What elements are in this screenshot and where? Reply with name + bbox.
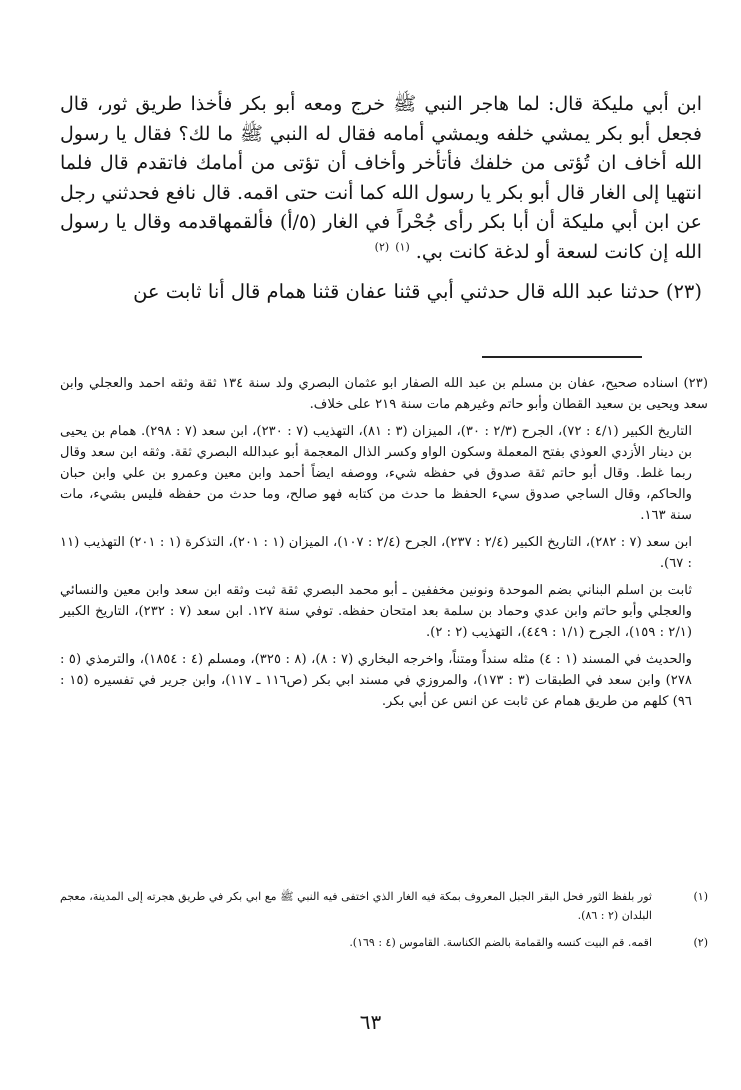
footnote-marker-1: (١) xyxy=(395,240,410,254)
footnote-text: اقمه. قم البيت كنسه والقمامة بالضم الكناسة. القاموس (٤ : ١٦٩). xyxy=(349,936,652,949)
main-text xyxy=(60,90,702,307)
footnote-number: (١) xyxy=(693,890,708,903)
footnote-1 xyxy=(60,887,708,925)
footnote-marker-2: (٢) xyxy=(374,240,390,254)
footnote-2 xyxy=(60,933,708,952)
footnote-number: (٢) xyxy=(693,936,708,949)
footnote-text: ثور بلفظ الثور فحل البقر الجبل المعروف بمكة فيه الغار الذي اختفى فيه النبي ﷺ مع ابي بكر في طريق هجرته إلى المدينة، معجم البلدان (٢ : ٨٦). xyxy=(60,890,652,922)
note-paragraph: التاريخ الكبير (٤/١ : ٧٢)، الجرح (٢/٣ : ٣٠)، الميزان (٣ : ٨١)، التهذيب (٧ : ٢٣٠)، ابن سعد (٧ : ٢٩٨). همام بن يحيى بن دينار الأزدي العوذي بفتح المعملة وسكون الواو وكسر الذال المعجمة أبو عبدالله البصري ثقة. وثقه ابن سعد وقال ربما غلط. وقال أبو حاتم ثقة صدوق في حفظه شيء، ووصفه ايضاً أحمد وابن معين وعمرو بن علي وابن حبان والحاكم، وقال الساجي صدوق سيء الحفظ ما حدث من كتابه فهو صالح، وما حدث من حفظه فليس بشيء، مات سنة ١٦٣. xyxy=(60,424,692,523)
page-number: ٦٣ xyxy=(359,1010,382,1034)
commentary-notes xyxy=(60,373,708,718)
main-paragraph-text: ابن أبي مليكة قال: لما هاجر النبي ﷺ خرج ومعه أبو بكر فأخذا طريق ثور، قال فجعل أبو بكر يمشي خلفه ويمشي أمامه فقال له النبي ﷺ ما لك؟ فقال يا رسول الله أخاف ان تُؤتى من خلفك فأتأخر وأخاف أن تؤتى من أمامك فاتقدم قال فلما انتهيا إلى الغار قال أبو بكر يا رسول الله كما أنت حتى اقمه. قال نافع فحدثني رجل عن ابن أبي مليكة أن أبا بكر رأى جُحْراً في الغار (٥/أ) فألقمهاقدمه وقال يا رسول الله إن كانت لسعة أو لدغة كانت بي. xyxy=(60,93,702,263)
footnotes xyxy=(60,887,708,960)
note-paragraph: والحديث في المسند (١ : ٤) مثله سنداً ومتناً، واخرجه البخاري (٧ : ٨)، (٨ : ٣٢٥)، ومسلم (٤ : ١٨٥٤)، والترمذي (٥ : ٢٧٨) وابن سعد في الطبقات (٣ : ١٧٣)، والمروزي في مسند ابي بكر (ص١١٦ ـ ١١٧)، وابن جرير في تفسيره (١٥ : ٩٦) كلهم من طريق همام عن ثابت عن انس عن أبي بكر. xyxy=(60,652,693,709)
hadith-23-line: (٢٣) حدثنا عبد الله قال حدثني أبي قثنا عفان قثنا همام قال أنا ثابت عن xyxy=(133,280,702,303)
main-paragraph xyxy=(60,90,702,267)
note-paragraph: ابن سعد (٧ : ٢٨٢)، التاريخ الكبير (٢/٤ : ٢٣٧)، الجرح (٢/٤ : ١٠٧)، الميزان (١ : ٢٠١)، التذكرة (١ : ٢٠١) التهذيب (١١ : ٦٧). xyxy=(60,535,693,571)
note-paragraph: (٢٣) اسناده صحيح، عفان بن مسلم بن عبد الله الصفار ابو عثمان البصري ولد سنة ١٣٤ ثقة وثقه احمد والعجلي وابن سعد ويحيى بن سعيد القطان وأبو حاتم وغيرهم مات سنة ٢١٩ على خلاف. xyxy=(60,376,708,412)
note-paragraph: ثابت بن اسلم البناني بضم الموحدة ونونين مخففين ـ أبو محمد البصري ثقة ثبت وثقه ابن سعد وابن معين والنسائي والعجلي وأبو حاتم وابن عدي وحماد بن سلمة بعد امتحان حفظه. توفي سنة ١٢٧. ابن سعد (٧ : ٢٣٢)، التاريخ الكبير (٢/١ : ١٥٩)، الجرح (١/١ : ٤٤٩)، التهذيب (٢ : ٢). xyxy=(60,583,693,640)
footnote-divider xyxy=(482,356,642,358)
